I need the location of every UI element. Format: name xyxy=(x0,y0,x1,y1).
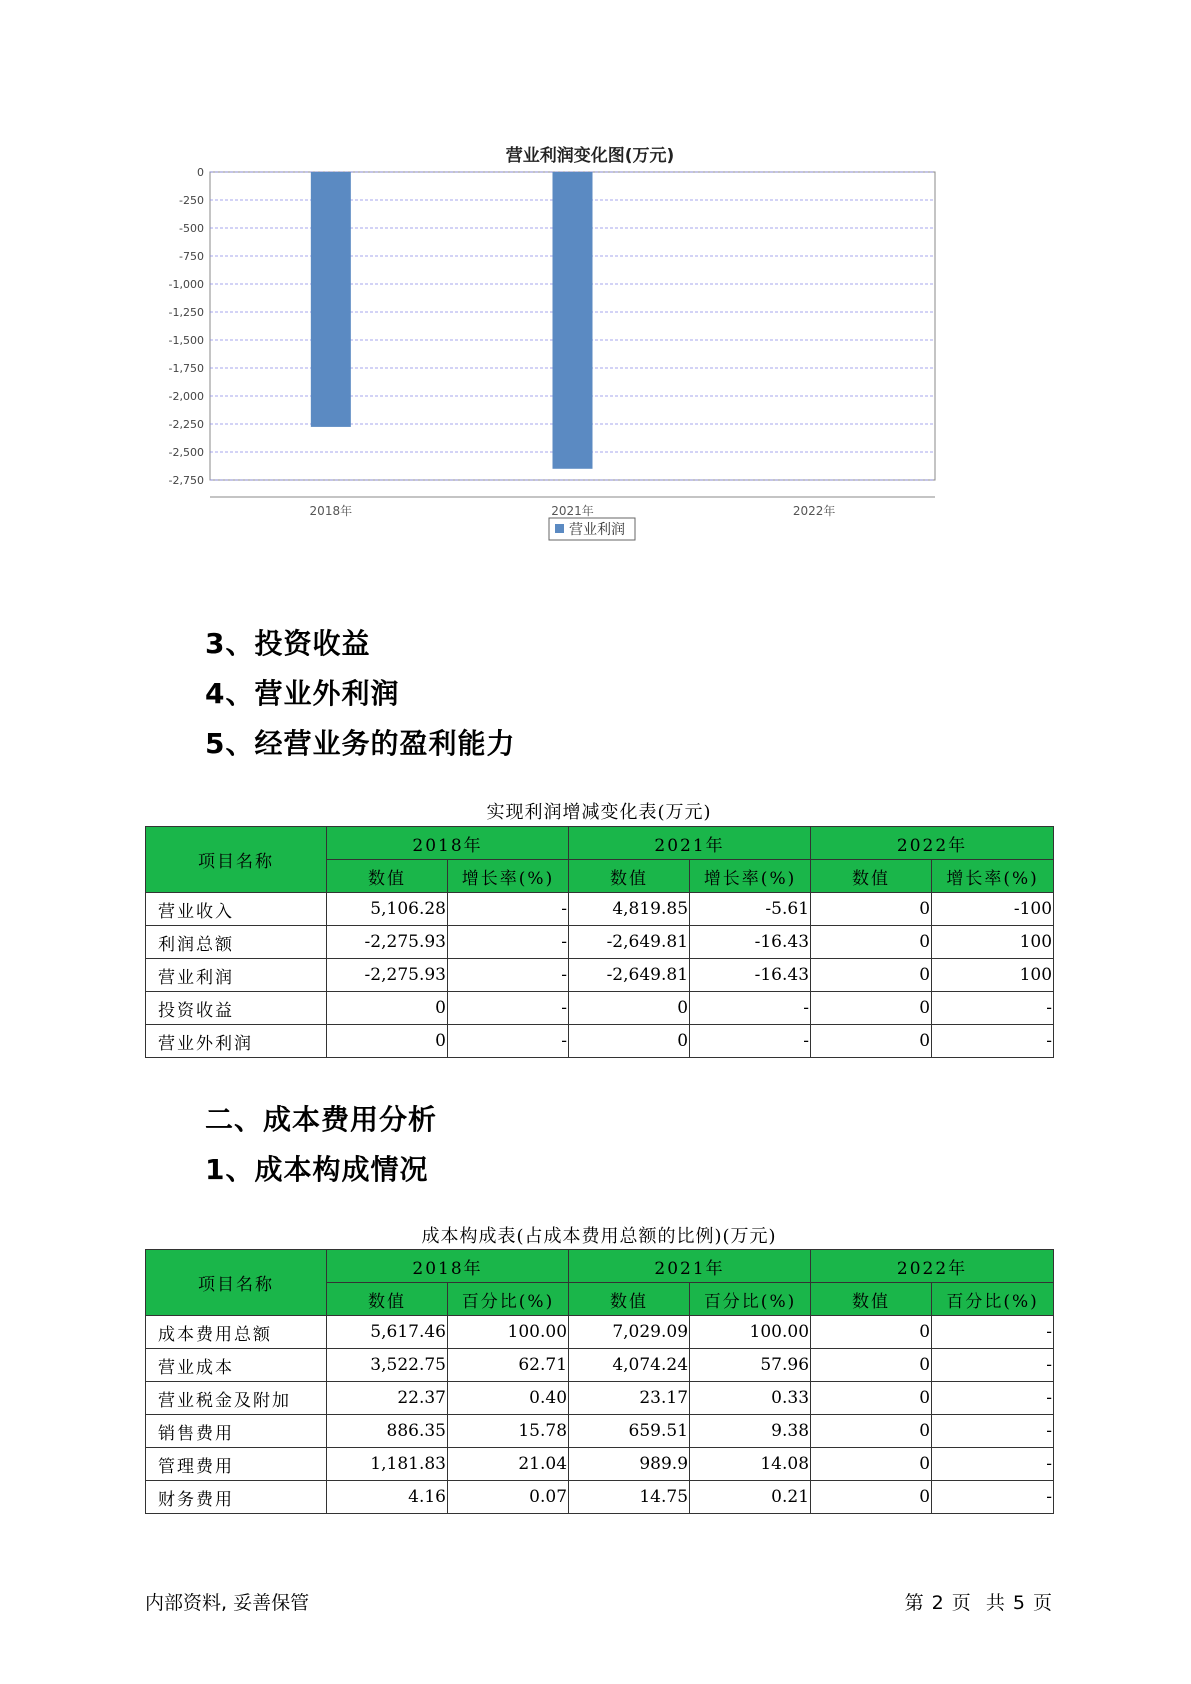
table-row xyxy=(146,893,1054,926)
table-cell: 4,074.24 xyxy=(569,1349,690,1382)
table-cell: -2,649.81 xyxy=(569,926,690,959)
table-cell: 57.96 xyxy=(690,1349,811,1382)
table1-caption: 实现利润增减变化表(万元) xyxy=(486,802,712,823)
row-label: 营业利润 xyxy=(146,959,327,992)
y-tick-label: -1,000 xyxy=(168,278,204,291)
row-label: 投资收益 xyxy=(146,992,327,1025)
table-cell: 0 xyxy=(811,893,932,926)
table-cell: -2,275.93 xyxy=(327,926,448,959)
row-label: 财务费用 xyxy=(146,1481,327,1514)
table2-header-year: 2022年 xyxy=(811,1250,1054,1283)
table-cell: 14.08 xyxy=(690,1448,811,1481)
table-cell: 100.00 xyxy=(690,1316,811,1349)
table-row xyxy=(146,926,1054,959)
profit-change-table xyxy=(145,826,1054,1058)
table-cell: - xyxy=(932,1316,1054,1349)
bar xyxy=(311,172,351,427)
y-tick-label: -2,500 xyxy=(168,446,204,459)
table-cell: -16.43 xyxy=(690,959,811,992)
heading-non-operating-profit: 4、营业外利润 xyxy=(205,677,400,710)
table-cell: -2,649.81 xyxy=(569,959,690,992)
footer-confidential-note: 内部资料, 妥善保管 xyxy=(145,1592,310,1614)
heading-cost-analysis: 二、成本费用分析 xyxy=(205,1103,438,1136)
table-cell: 100.00 xyxy=(448,1316,569,1349)
table2-subheader-percent: 百分比(%) xyxy=(690,1283,811,1316)
table-cell: 0 xyxy=(569,992,690,1025)
row-label: 管理费用 xyxy=(146,1448,327,1481)
heading-cost-structure: 1、成本构成情况 xyxy=(205,1153,429,1186)
row-label: 营业税金及附加 xyxy=(146,1382,327,1415)
table-cell: - xyxy=(448,959,569,992)
table-cell: - xyxy=(448,926,569,959)
table2-subheader-value: 数值 xyxy=(811,1283,932,1316)
table-cell: 4,819.85 xyxy=(569,893,690,926)
table-cell: 0 xyxy=(811,1448,932,1481)
table2-subheader-value: 数值 xyxy=(327,1283,448,1316)
table2-header-year: 2018年 xyxy=(327,1250,569,1283)
table-cell: - xyxy=(932,1448,1054,1481)
table1-subheader-growth: 增长率(%) xyxy=(690,860,811,893)
table1-header-year: 2021年 xyxy=(569,827,811,860)
table2-header-year: 2021年 xyxy=(569,1250,811,1283)
table-row xyxy=(146,1025,1054,1058)
table-cell: -100 xyxy=(932,893,1054,926)
table-cell: -5.61 xyxy=(690,893,811,926)
table-cell: 0 xyxy=(811,1316,932,1349)
x-tick-label: 2021年 xyxy=(551,504,594,518)
table-cell: 7,029.09 xyxy=(569,1316,690,1349)
y-tick-label: 0 xyxy=(197,166,204,179)
row-label: 营业收入 xyxy=(146,893,327,926)
x-tick-label: 2022年 xyxy=(792,504,836,518)
table-row xyxy=(146,1481,1054,1514)
table1-subheader-growth: 增长率(%) xyxy=(932,860,1054,893)
table2-subheader-percent: 百分比(%) xyxy=(448,1283,569,1316)
table-cell: 62.71 xyxy=(448,1349,569,1382)
table1-subheader-value: 数值 xyxy=(569,860,690,893)
table1-header-item: 项目名称 xyxy=(146,827,327,893)
table-cell: 0.21 xyxy=(690,1481,811,1514)
table2-header-item: 项目名称 xyxy=(146,1250,327,1316)
row-label: 销售费用 xyxy=(146,1415,327,1448)
table-cell: - xyxy=(448,893,569,926)
cost-structure-table xyxy=(145,1249,1054,1514)
table-cell: 0.40 xyxy=(448,1382,569,1415)
table-row xyxy=(146,992,1054,1025)
table-cell: - xyxy=(932,1382,1054,1415)
table-cell: - xyxy=(932,1025,1054,1058)
legend-label: 营业利润 xyxy=(569,522,625,538)
table1-subheader-growth: 增长率(%) xyxy=(448,860,569,893)
table-cell: 0 xyxy=(811,1481,932,1514)
table-cell: 0 xyxy=(327,992,448,1025)
table-cell: 23.17 xyxy=(569,1382,690,1415)
table-row xyxy=(146,1415,1054,1448)
table-row xyxy=(146,1448,1054,1481)
table-cell: - xyxy=(932,1415,1054,1448)
y-tick-label: -2,750 xyxy=(168,474,204,487)
row-label: 营业外利润 xyxy=(146,1025,327,1058)
table-cell: 4.16 xyxy=(327,1481,448,1514)
table-cell: 989.9 xyxy=(569,1448,690,1481)
table-row xyxy=(146,1382,1054,1415)
table-cell: 3,522.75 xyxy=(327,1349,448,1382)
table-cell: 0 xyxy=(811,1349,932,1382)
table-cell: 14.75 xyxy=(569,1481,690,1514)
table-cell: - xyxy=(932,992,1054,1025)
table-cell: 9.38 xyxy=(690,1415,811,1448)
table-cell: 0 xyxy=(811,1415,932,1448)
y-tick-label: -250 xyxy=(179,194,204,207)
table-cell: -2,275.93 xyxy=(327,959,448,992)
table-cell: 0 xyxy=(811,992,932,1025)
table-cell: -16.43 xyxy=(690,926,811,959)
table-cell: 0 xyxy=(811,1382,932,1415)
table1-header-year: 2022年 xyxy=(811,827,1054,860)
operating-profit-chart xyxy=(150,135,1030,605)
row-label: 成本费用总额 xyxy=(146,1316,327,1349)
table1-subheader-value: 数值 xyxy=(327,860,448,893)
y-tick-label: -1,750 xyxy=(168,362,204,375)
table-cell: 5,617.46 xyxy=(327,1316,448,1349)
y-tick-label: -1,500 xyxy=(168,334,204,347)
table-cell: 21.04 xyxy=(448,1448,569,1481)
y-tick-label: -2,250 xyxy=(168,418,204,431)
table-cell: 22.37 xyxy=(327,1382,448,1415)
legend-swatch xyxy=(555,524,564,533)
table-cell: 659.51 xyxy=(569,1415,690,1448)
y-tick-label: -500 xyxy=(179,222,204,235)
table2-subheader-percent: 百分比(%) xyxy=(932,1283,1054,1316)
table-row xyxy=(146,1349,1054,1382)
table-cell: 0 xyxy=(811,926,932,959)
table-cell: 886.35 xyxy=(327,1415,448,1448)
table-cell: 5,106.28 xyxy=(327,893,448,926)
table-cell: 0.07 xyxy=(448,1481,569,1514)
table-cell: - xyxy=(690,992,811,1025)
table-cell: 0 xyxy=(811,1025,932,1058)
table-cell: 15.78 xyxy=(448,1415,569,1448)
table-cell: 0 xyxy=(327,1025,448,1058)
row-label: 利润总额 xyxy=(146,926,327,959)
table1-header-year: 2018年 xyxy=(327,827,569,860)
table-row xyxy=(146,959,1054,992)
table-cell: 0 xyxy=(569,1025,690,1058)
y-tick-label: -750 xyxy=(179,250,204,263)
table-cell: - xyxy=(448,992,569,1025)
table-row xyxy=(146,1316,1054,1349)
chart-title: 营业利润变化图(万元) xyxy=(505,146,675,166)
table-cell: - xyxy=(932,1349,1054,1382)
table-cell: - xyxy=(690,1025,811,1058)
table-cell: 100 xyxy=(932,926,1054,959)
y-tick-label: -2,000 xyxy=(168,390,204,403)
table-cell: - xyxy=(932,1481,1054,1514)
table1-subheader-value: 数值 xyxy=(811,860,932,893)
row-label: 营业成本 xyxy=(146,1349,327,1382)
table-cell: 1,181.83 xyxy=(327,1448,448,1481)
footer-page-number: 第 2 页 共 5 页 xyxy=(904,1592,1053,1614)
table2-subheader-value: 数值 xyxy=(569,1283,690,1316)
table2-caption: 成本构成表(占成本费用总额的比例)(万元) xyxy=(421,1226,777,1247)
y-tick-label: -1,250 xyxy=(168,306,204,319)
bar xyxy=(553,172,593,469)
heading-investment-income: 3、投资收益 xyxy=(205,627,371,660)
table-cell: 100 xyxy=(932,959,1054,992)
heading-profitability: 5、经营业务的盈利能力 xyxy=(205,727,516,760)
table-cell: - xyxy=(448,1025,569,1058)
table-cell: 0.33 xyxy=(690,1382,811,1415)
x-tick-label: 2018年 xyxy=(309,504,353,518)
table-cell: 0 xyxy=(811,959,932,992)
